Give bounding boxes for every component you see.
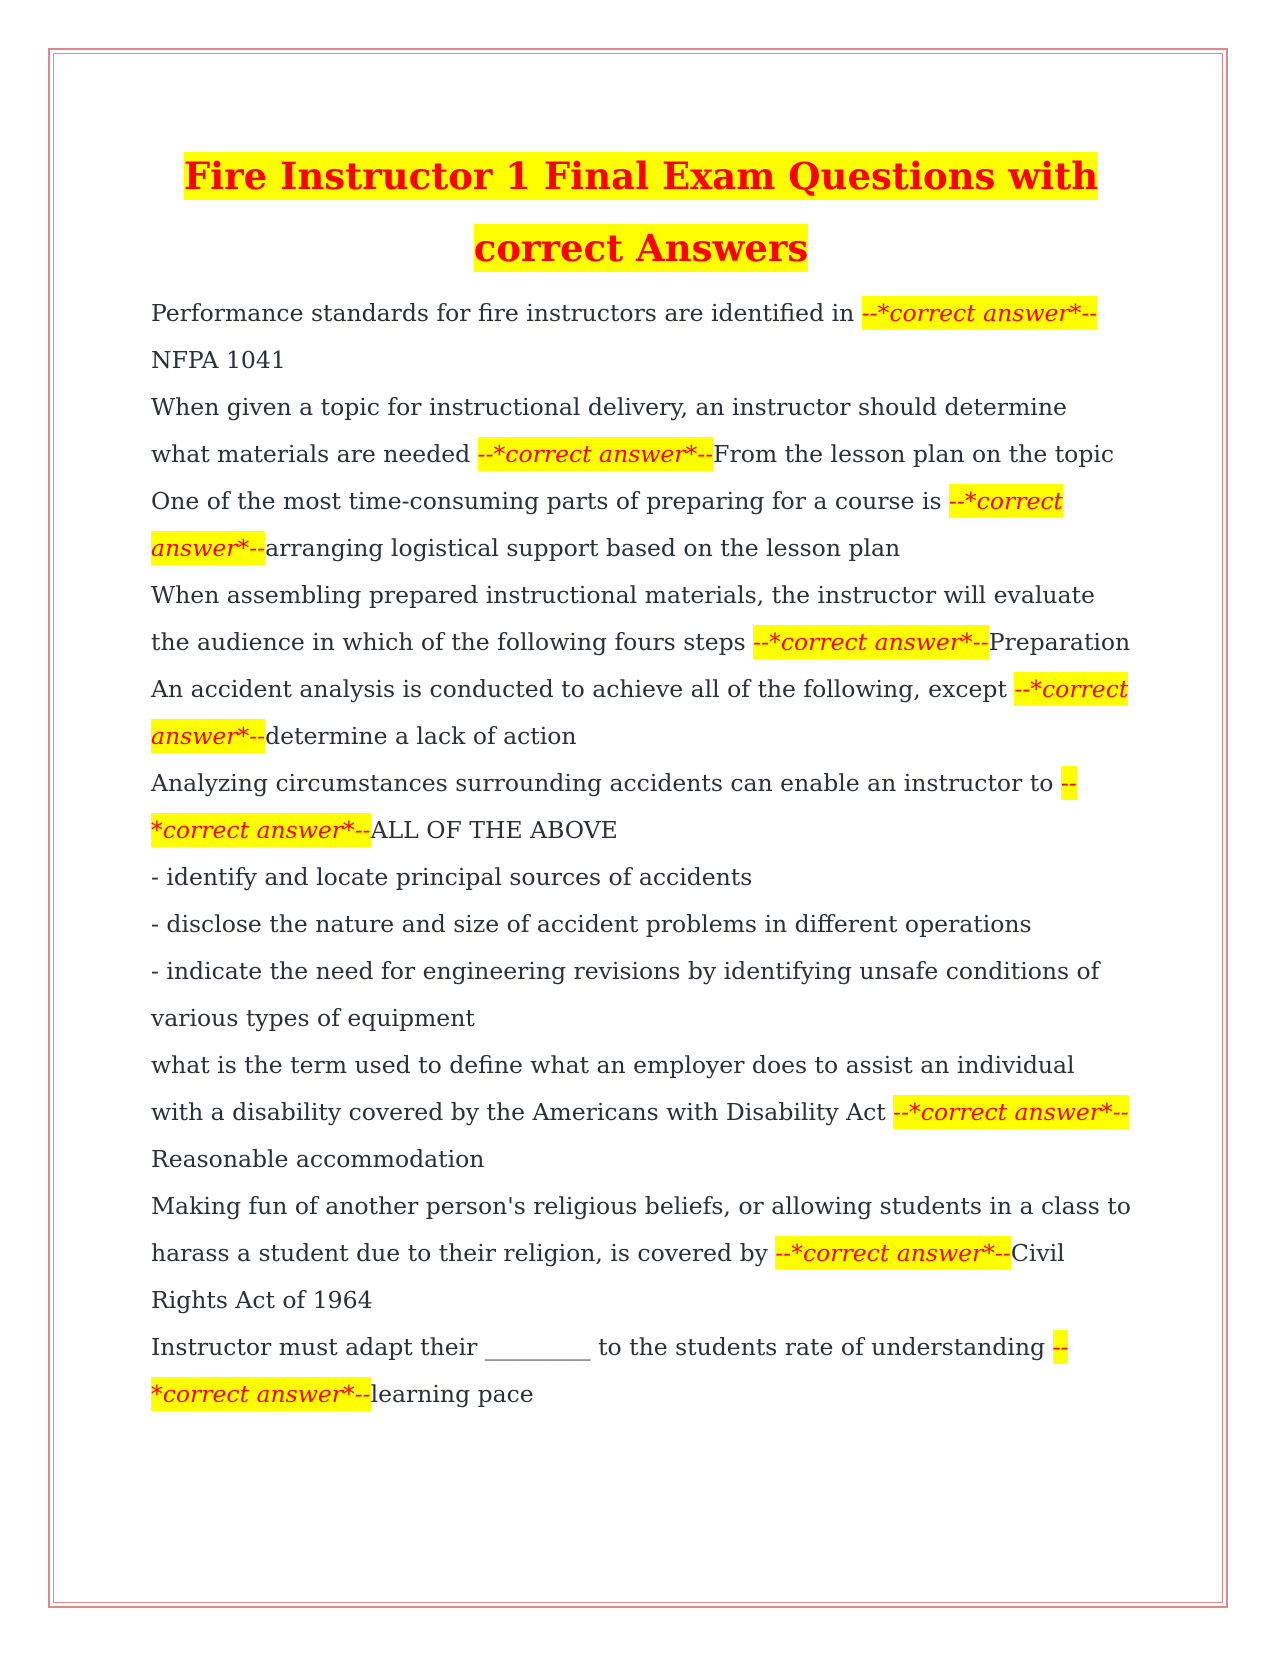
question-text: Instructor must adapt their _________ to the students rate of understanding — [151, 1333, 1053, 1361]
answer-marker: --*correct answer*-- — [775, 1236, 1010, 1270]
answer-marker: --*correct answer*-- — [862, 296, 1097, 330]
answer-text: learning pace — [370, 1380, 534, 1408]
question-text: Performance standards for fire instructors are identified in — [151, 299, 862, 327]
qa-item — [151, 1324, 1131, 1418]
document-body — [151, 140, 1131, 1418]
answer-text: From the lesson plan on the topic — [713, 440, 1115, 468]
qa-item — [151, 384, 1131, 478]
document-title — [151, 140, 1131, 284]
qa-list — [151, 290, 1131, 1418]
answer-text: ALL OF THE ABOVE — [370, 816, 618, 844]
answer-marker: --*correct answer*-- — [151, 1330, 1068, 1411]
qa-item — [151, 1042, 1131, 1183]
answer-marker: --*correct answer*-- — [151, 484, 1063, 565]
answer-marker: --*correct answer*-- — [151, 672, 1128, 753]
answer-text: determine a lack of action — [265, 722, 577, 750]
question-text: Making fun of another person's religious beliefs, or allowing students in a class to harass a student due to their religion, is covered by — [151, 1192, 1131, 1267]
question-text: An accident analysis is conducted to achieve all of the following, except — [151, 675, 1015, 703]
answer-marker: --*correct answer*-- — [151, 766, 1077, 847]
answer-text: NFPA 1041 — [151, 346, 286, 374]
qa-item — [151, 290, 1131, 384]
question-text: When given a topic for instructional delivery, an instructor should determine what materials are needed — [151, 393, 1067, 468]
answer-text: Preparation — [988, 628, 1131, 656]
qa-item — [151, 666, 1131, 760]
list-item: - identify and locate principal sources of accidents — [151, 863, 753, 891]
question-text: One of the most time-consuming parts of preparing for a course is — [151, 487, 950, 515]
answer-marker: --*correct answer*-- — [893, 1095, 1128, 1129]
question-text: Analyzing circumstances surrounding accidents can enable an instructor to — [151, 769, 1061, 797]
title-highlight: Fire Instructor 1 Final Exam Questions with correct Answers — [183, 154, 1099, 270]
answer-text: Civil Rights Act of 1964 — [151, 1239, 1065, 1314]
qa-item — [151, 760, 1131, 854]
qa-item — [151, 478, 1131, 572]
list-item: - disclose the nature and size of accident problems in different operations — [151, 910, 1032, 938]
answer-marker: --*correct answer*-- — [753, 625, 988, 659]
answer-text: arranging logistical support based on the lesson plan — [265, 534, 901, 562]
answer-marker: --*correct answer*-- — [478, 437, 713, 471]
list-item: - indicate the need for engineering revisions by identifying unsafe conditions of various types of equipment — [151, 957, 1100, 1032]
qa-item — [151, 1183, 1131, 1324]
qa-item — [151, 572, 1131, 666]
question-text: When assembling prepared instructional materials, the instructor will evaluate the audience in which of the following fours steps — [151, 581, 1095, 656]
question-text: what is the term used to define what an employer does to assist an individual with a disability covered by the Americans with Disability Act — [151, 1051, 1075, 1126]
answer-text: Reasonable accommodation — [151, 1145, 485, 1173]
